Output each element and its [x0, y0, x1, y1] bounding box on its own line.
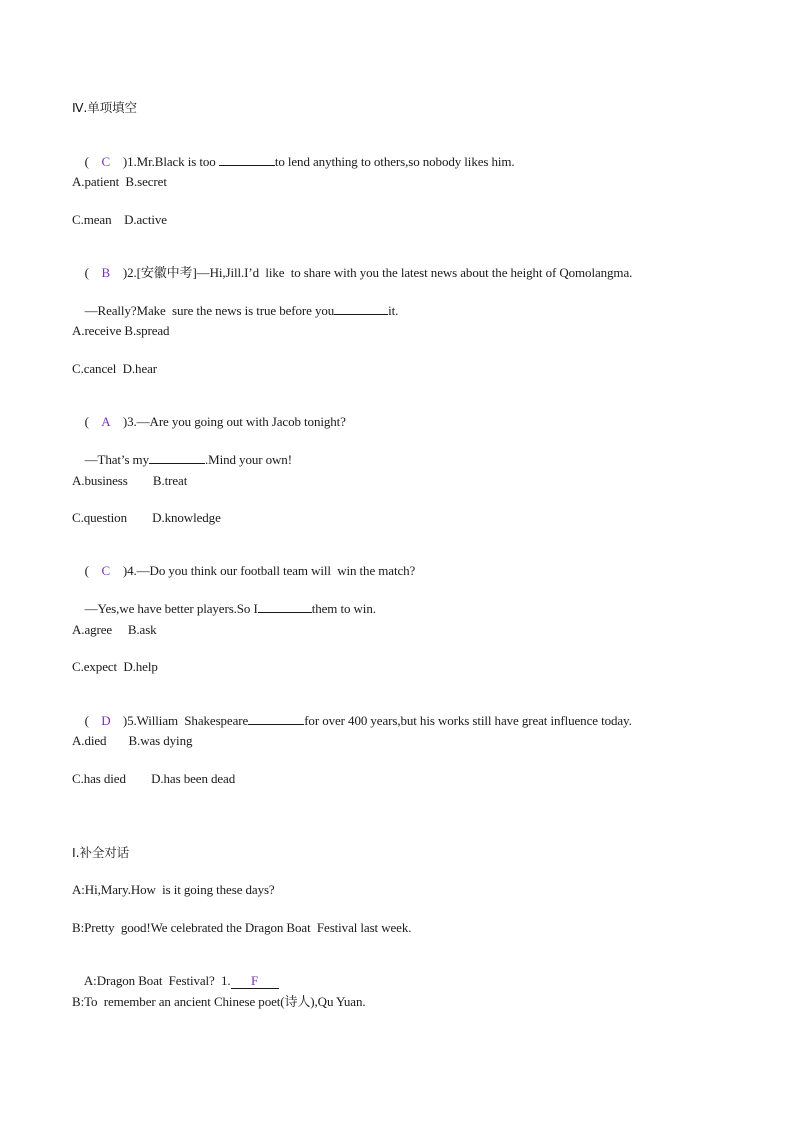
question-4-options-c-d: C.expect D.help: [72, 659, 158, 674]
answer-1: C: [101, 154, 111, 169]
stem-text-after: for over 400 years,but his works still have great influence today.: [304, 713, 632, 728]
line-text: —Yes,we have better players.So I: [84, 601, 258, 616]
dialogue-line-4: B:To remember an ancient Chinese poet(诗人),Qu Yuan.: [72, 994, 366, 1009]
question-4-options-a-b: A.agree B.ask: [72, 622, 157, 637]
fill-blank: [258, 600, 312, 613]
question-3-options-c-d: C.question D.knowledge: [72, 510, 221, 525]
question-2-options-a-b: A.receive B.spread: [72, 323, 170, 338]
question-number: )1.: [122, 154, 137, 169]
question-1-options-c-d: C.mean D.active: [72, 212, 167, 227]
question-1-options-a-b: A.patient B.secret: [72, 174, 167, 189]
blank-1-answer: F: [231, 974, 279, 989]
line-text: —Really?Make sure the news is true before you: [84, 303, 335, 318]
stem-text: —Are you going out with Jacob tonight?: [136, 414, 346, 429]
line-text-after: it.: [388, 303, 399, 318]
paren-open: (: [84, 414, 89, 429]
stem-text: Mr.Black is too: [136, 154, 219, 169]
fill-blank: [248, 712, 304, 725]
question-5-options-c-d: C.has died D.has been dead: [72, 771, 236, 786]
question-number: )3.: [122, 414, 137, 429]
section-4-heading: Ⅳ.单项填空: [72, 100, 137, 115]
dialogue-line-1: A:Hi,Mary.How is it going these days?: [72, 882, 275, 897]
question-number: )4.: [122, 563, 137, 578]
question-3-options-a-b: A.business B.treat: [72, 473, 188, 488]
paren-open: (: [84, 154, 89, 169]
question-number: )2.: [122, 265, 137, 280]
line-text-after: them to win.: [311, 601, 376, 616]
fill-blank: [149, 451, 205, 464]
fill-blank: [219, 153, 275, 166]
answer-5: D: [101, 713, 111, 728]
answer-2: B: [101, 265, 111, 280]
paren-open: (: [84, 563, 89, 578]
line-text: —That’s my: [84, 452, 149, 467]
stem-text-after: to lend anything to others,so nobody likes him.: [274, 154, 515, 169]
answer-3: A: [101, 414, 111, 429]
paren-open: (: [84, 713, 89, 728]
dialogue-line-2: B:Pretty good!We celebrated the Dragon Boat Festival last week.: [72, 920, 412, 935]
question-number: )5.: [122, 713, 137, 728]
line-text: A:Dragon Boat Festival? 1.: [83, 973, 231, 988]
paren-open: (: [84, 265, 89, 280]
stem-text: —Do you think our football team will win the match?: [136, 563, 416, 578]
stem-text: [安徽中考]—Hi,Jill.I’d like to share with you the latest news about the height of Qomolangma.: [136, 265, 633, 280]
section-1-heading: Ⅰ.补全对话: [72, 845, 130, 860]
question-5-options-a-b: A.died B.was dying: [72, 733, 193, 748]
line-text-after: .Mind your own!: [204, 452, 292, 467]
stem-text: William Shakespeare: [136, 713, 249, 728]
answer-4: C: [101, 563, 111, 578]
fill-blank: [334, 302, 388, 315]
question-2-options-c-d: C.cancel D.hear: [72, 361, 158, 376]
